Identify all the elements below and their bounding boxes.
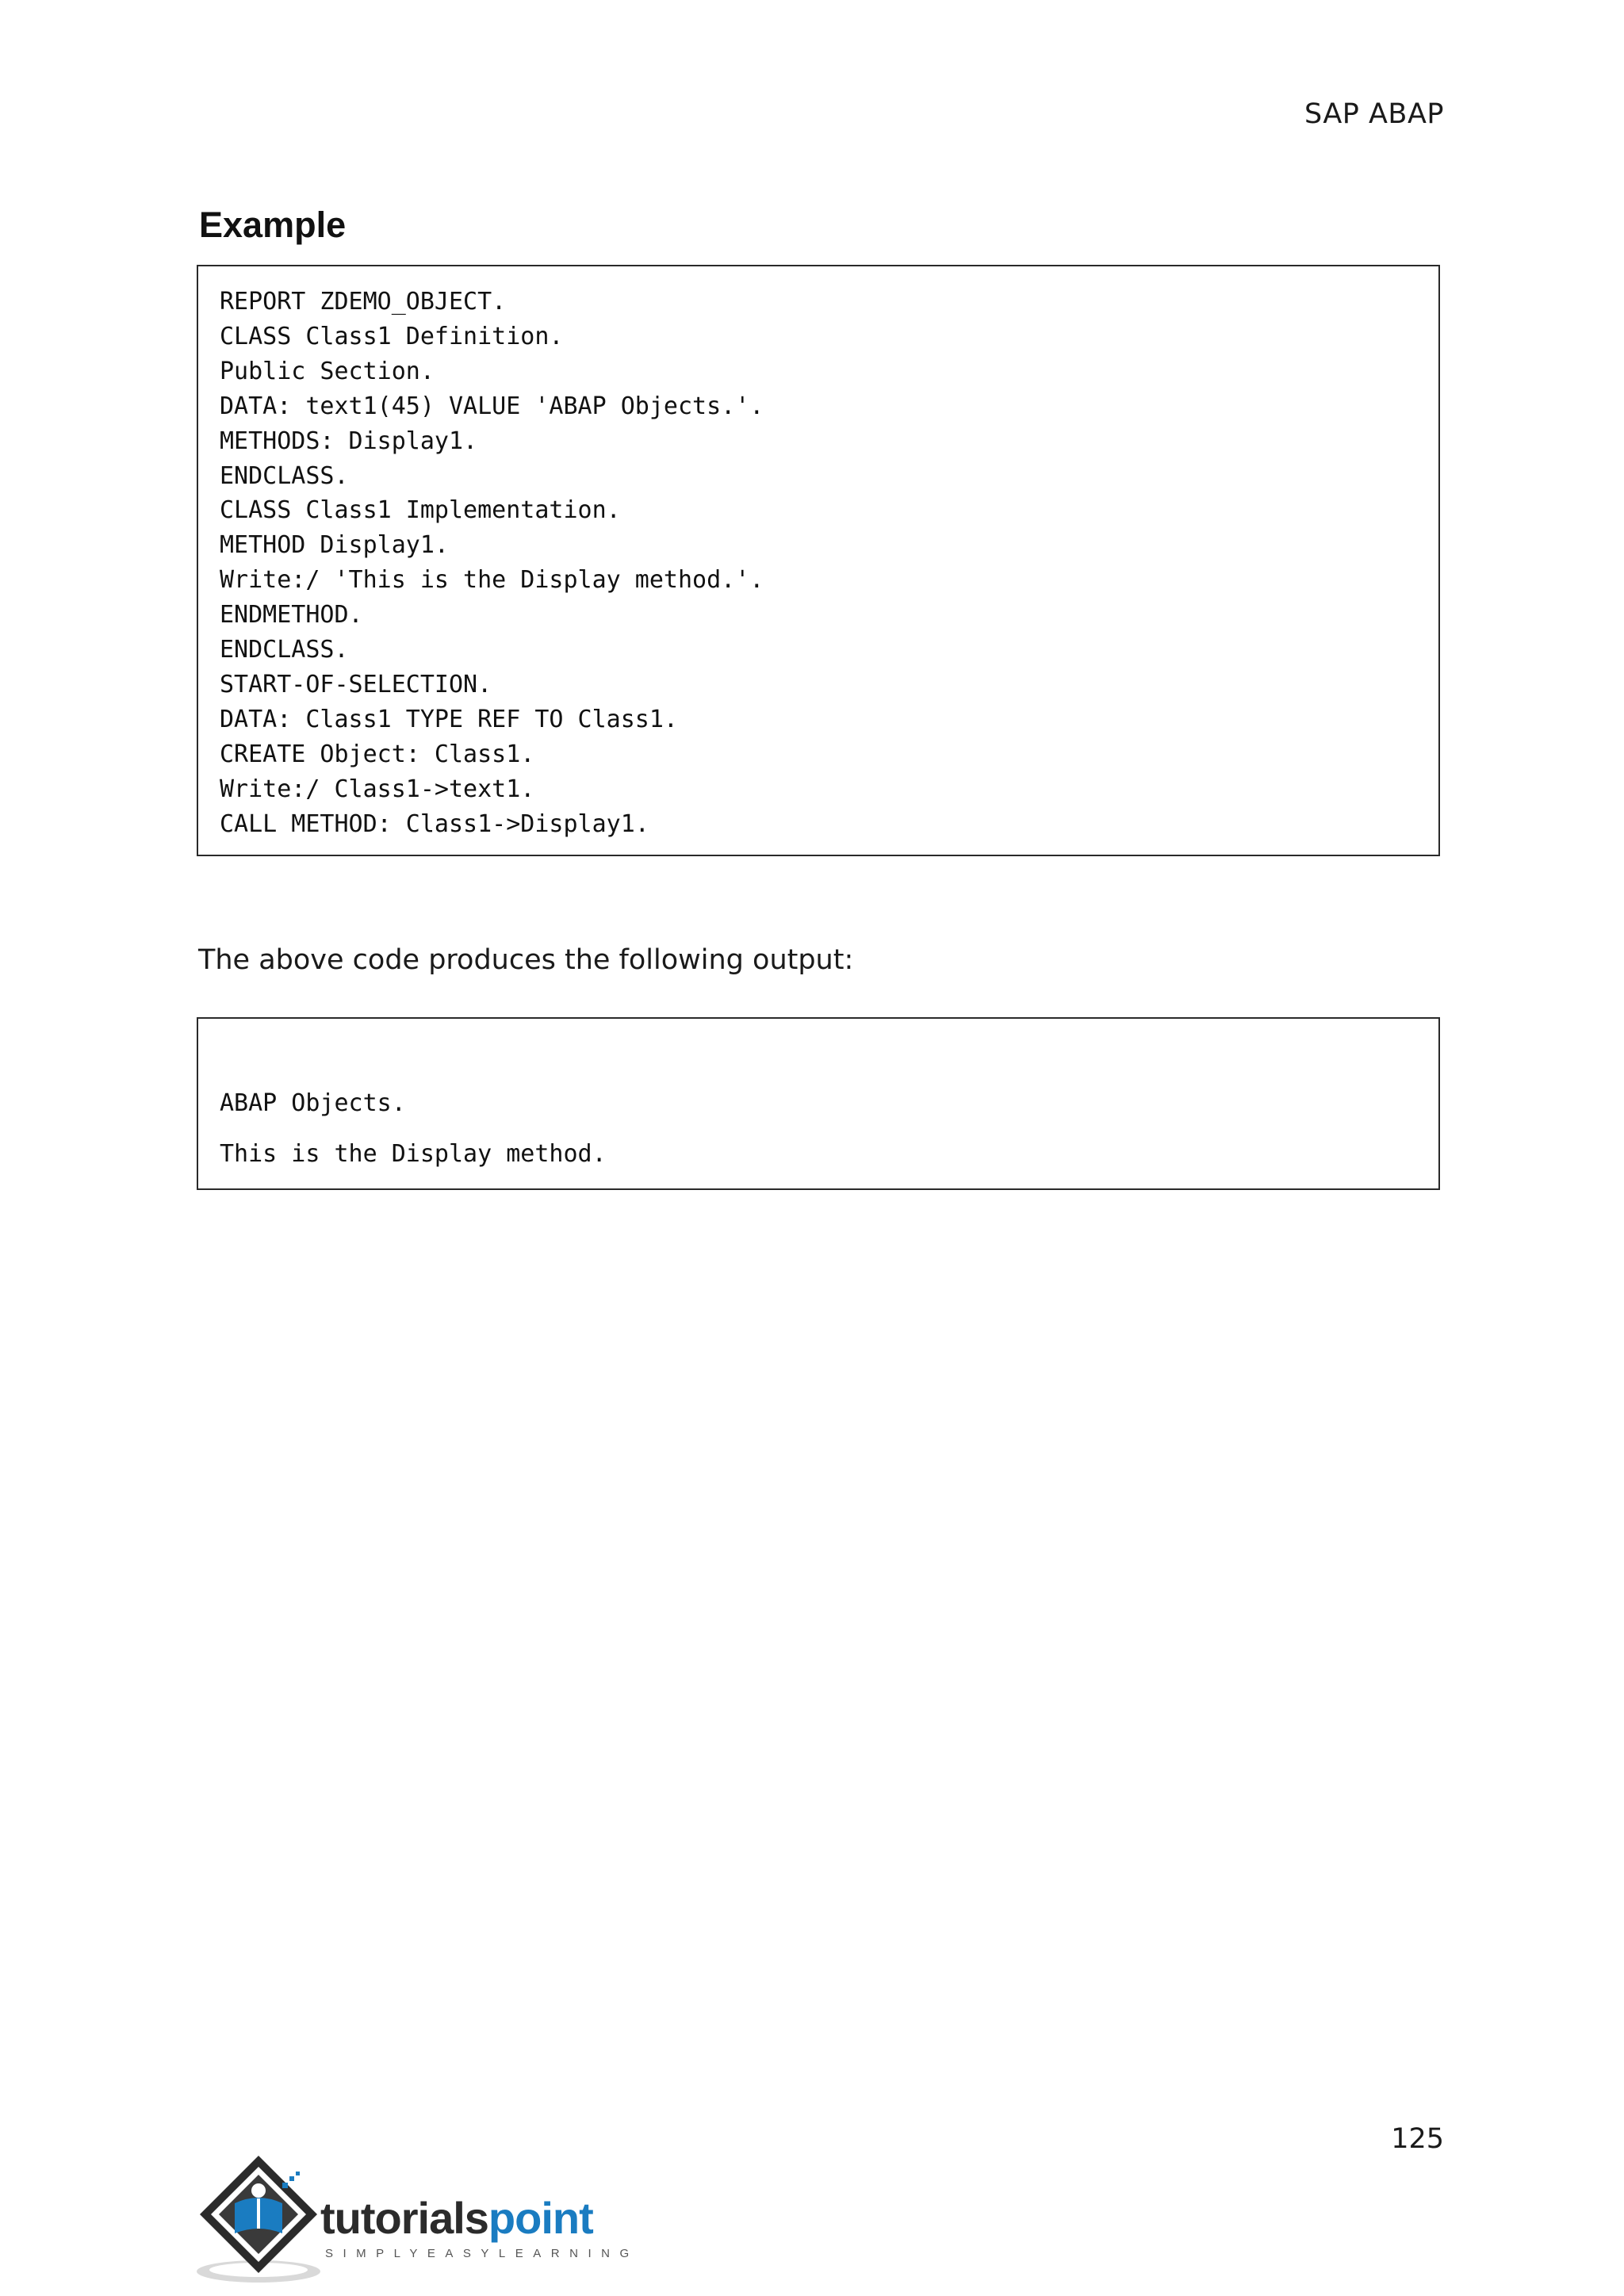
section-heading: Example (199, 205, 347, 245)
code-line: Write:/ 'This is the Display method.'. (220, 566, 764, 595)
output-code-box (197, 1017, 1440, 1190)
code-line: Write:/ Class1->text1. (220, 775, 535, 803)
tutorialspoint-logo (193, 2151, 638, 2286)
output-line: ABAP Objects. (220, 1089, 406, 1117)
code-line: REPORT ZDEMO_OBJECT. (220, 288, 507, 316)
logo-word-point: point (488, 2193, 593, 2243)
code-line: METHOD Display1. (220, 531, 449, 560)
logo-tagline: SIMPLYEASYLEARNING (325, 2247, 639, 2260)
running-header: SAP ABAP (1304, 98, 1444, 130)
code-line: ENDMETHOD. (220, 601, 363, 629)
logo-wordmark (320, 2192, 593, 2244)
body-paragraph: The above code produces the following output: (198, 944, 854, 976)
code-line: CLASS Class1 Implementation. (220, 496, 621, 525)
code-line: ENDCLASS. (220, 461, 349, 490)
code-line: CREATE Object: Class1. (220, 740, 535, 768)
code-line: CALL METHOD: Class1->Display1. (220, 809, 649, 838)
code-line: CLASS Class1 Definition. (220, 322, 564, 350)
code-line: DATA: text1(45) VALUE 'ABAP Objects.'. (220, 392, 764, 420)
example-code-box (197, 265, 1440, 856)
code-line: START-OF-SELECTION. (220, 670, 492, 698)
code-line: ENDCLASS. (220, 636, 349, 664)
code-line: METHODS: Display1. (220, 427, 478, 455)
page-number: 125 (1391, 2123, 1444, 2155)
logo-emblem-icon (193, 2151, 320, 2286)
code-line: DATA: Class1 TYPE REF TO Class1. (220, 705, 678, 733)
code-line: Public Section. (220, 357, 435, 385)
logo-word-tutorials: tutorials (320, 2193, 488, 2243)
output-line: This is the Display method. (220, 1140, 607, 1168)
